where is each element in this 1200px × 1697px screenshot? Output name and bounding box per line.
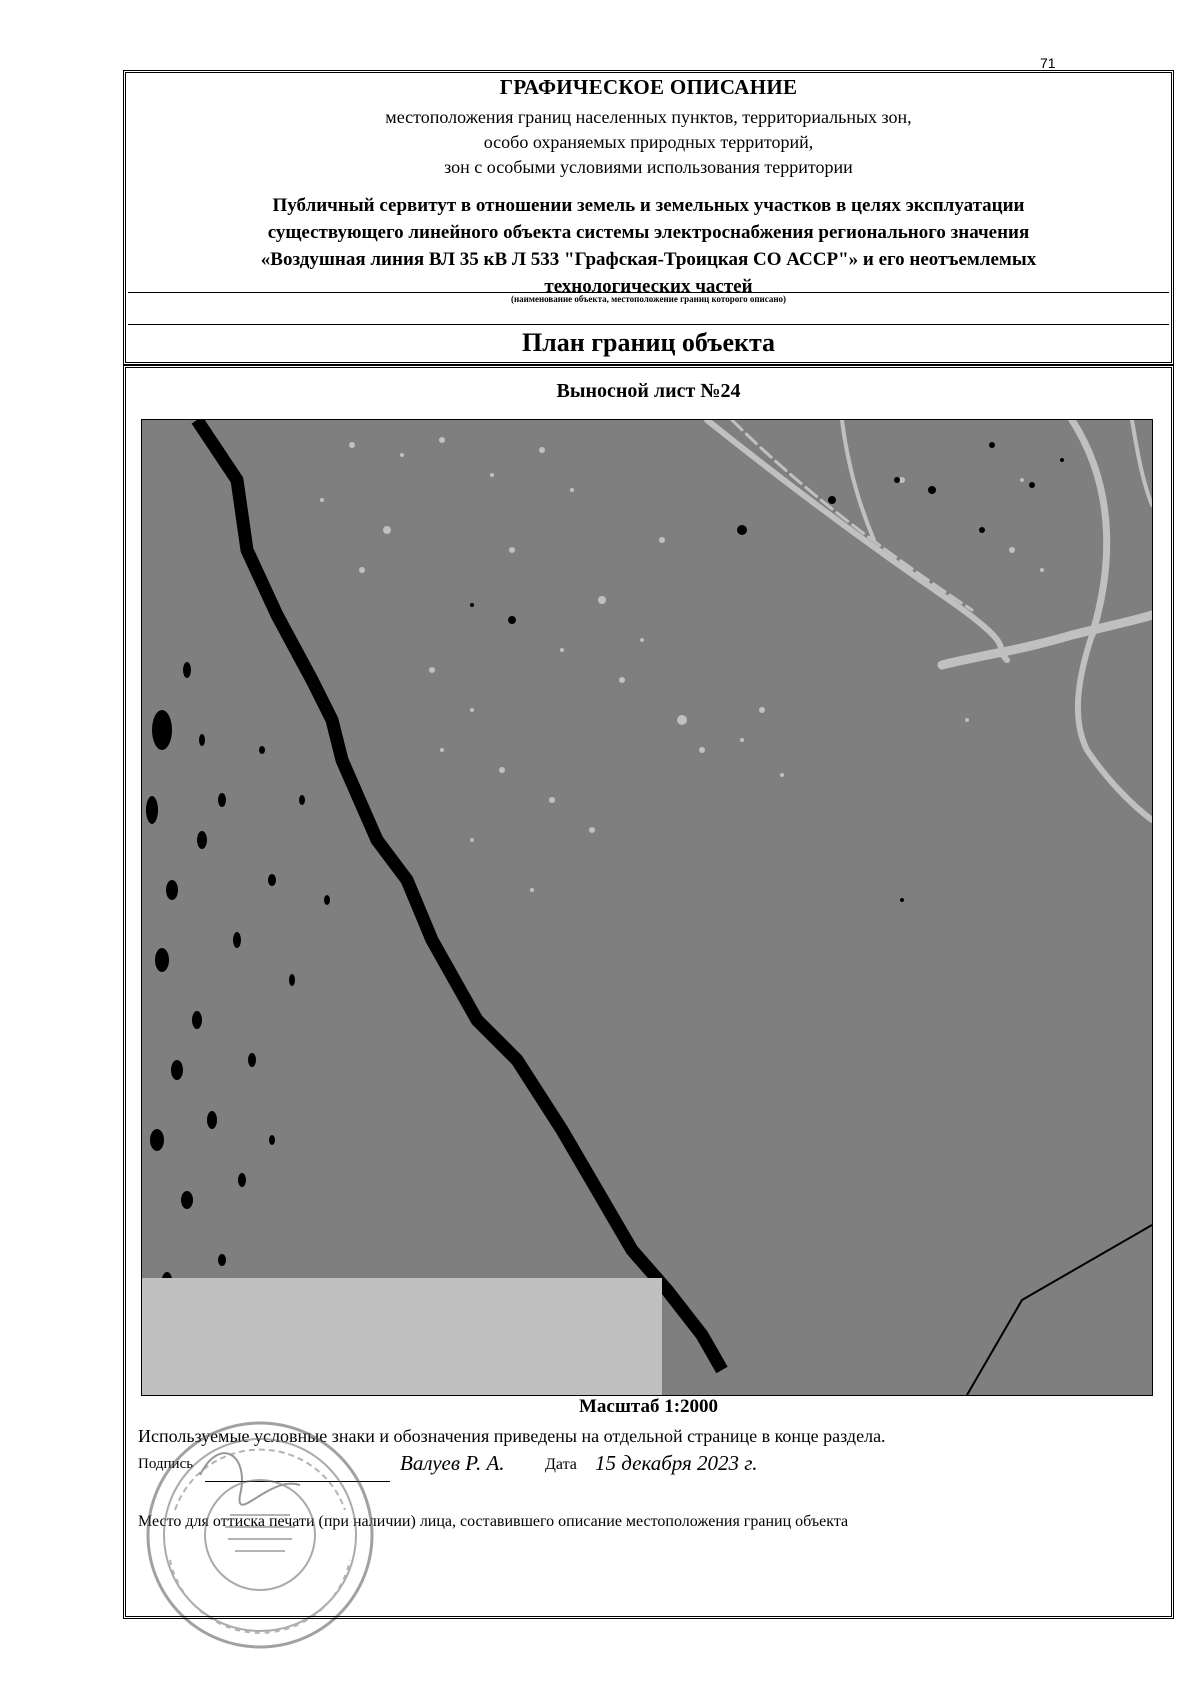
signature-label: Подпись <box>138 1456 194 1472</box>
signer-name: Валуев Р. А. <box>400 1451 505 1475</box>
document-subtitle-line-1: местоположения границ населенных пунктов, территориальных зон, <box>385 107 912 127</box>
object-name-line-1: Публичный сервитут в отношении земель и земельных участков в целях эксплуатации <box>272 195 1025 216</box>
map-background <box>142 420 1152 1395</box>
stamp-note: Место для оттиска печати (при наличии) лица, составившего описание местоположения границ объекта <box>138 1513 849 1530</box>
document-subtitle-line-3: зон с особыми условиями использования территории <box>444 157 853 177</box>
object-name-line-3: «Воздушная линия ВЛ 35 кВ Л 533 "Графская-Троицкая СО АССР"» и его неотъемлемых <box>260 249 1037 270</box>
plan-title: План границ объекта <box>521 328 776 357</box>
sheet-title: Выносной лист №24 <box>556 380 741 402</box>
object-name-line-2: существующего линейного объекта системы электроснабжения регионального значения <box>267 222 1030 243</box>
document-subtitle-line-2: особо охраняемых природных территорий, <box>483 132 814 152</box>
header-divider-2 <box>128 324 1169 325</box>
scale-label: Масштаб 1:2000 <box>578 1396 719 1417</box>
date-value: 15 декабря 2023 г. <box>595 1451 758 1475</box>
boundary-map <box>141 419 1153 1396</box>
masked-area <box>142 1278 662 1395</box>
object-caption: (наименование объекта, местоположение границ которого описано) <box>510 294 787 304</box>
footer-frame <box>123 1392 1174 1619</box>
object-name-line-4: технологических частей <box>544 276 753 297</box>
document-title: ГРАФИЧЕСКОЕ ОПИСАНИЕ <box>499 75 798 99</box>
page-number: 71 <box>1040 55 1056 71</box>
map-image <box>142 420 1152 1395</box>
object-name <box>128 192 1169 300</box>
date-label: Дата <box>545 1456 577 1473</box>
legend-note: Используемые условные знаки и обозначения приведены на отдельной странице в конце раздела. <box>138 1426 886 1446</box>
